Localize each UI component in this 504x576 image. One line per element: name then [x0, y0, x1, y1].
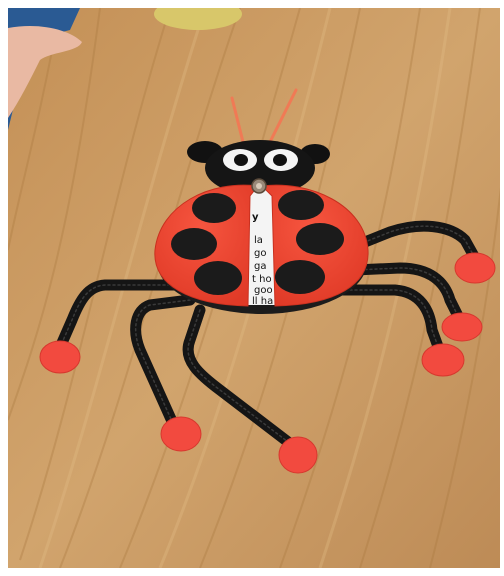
- foot-right-middle: [442, 313, 482, 341]
- card-text-5: t ho: [252, 274, 272, 285]
- card-text-7: ll ha: [252, 296, 274, 307]
- spot-left-middle: [171, 228, 217, 260]
- foot-left-upper: [40, 341, 80, 373]
- spot-left-top: [192, 193, 236, 223]
- spot-right-top: [278, 190, 324, 220]
- card-text-6: goo: [254, 285, 273, 296]
- spot-right-bottom: [275, 260, 325, 294]
- card-text-3: go: [254, 248, 267, 259]
- pupil-left: [234, 154, 248, 166]
- spot-right-middle: [296, 223, 344, 255]
- card-text-1: y: [252, 212, 259, 223]
- foot-middle: [279, 437, 317, 473]
- pupil-right: [273, 154, 287, 166]
- spot-left-bottom: [194, 261, 242, 295]
- foot-right-lower: [422, 344, 464, 376]
- foot-left-lower: [161, 417, 201, 451]
- foot-right-upper: [455, 253, 495, 283]
- card-text-4: ga: [254, 261, 267, 272]
- card-text-2: la: [254, 235, 263, 246]
